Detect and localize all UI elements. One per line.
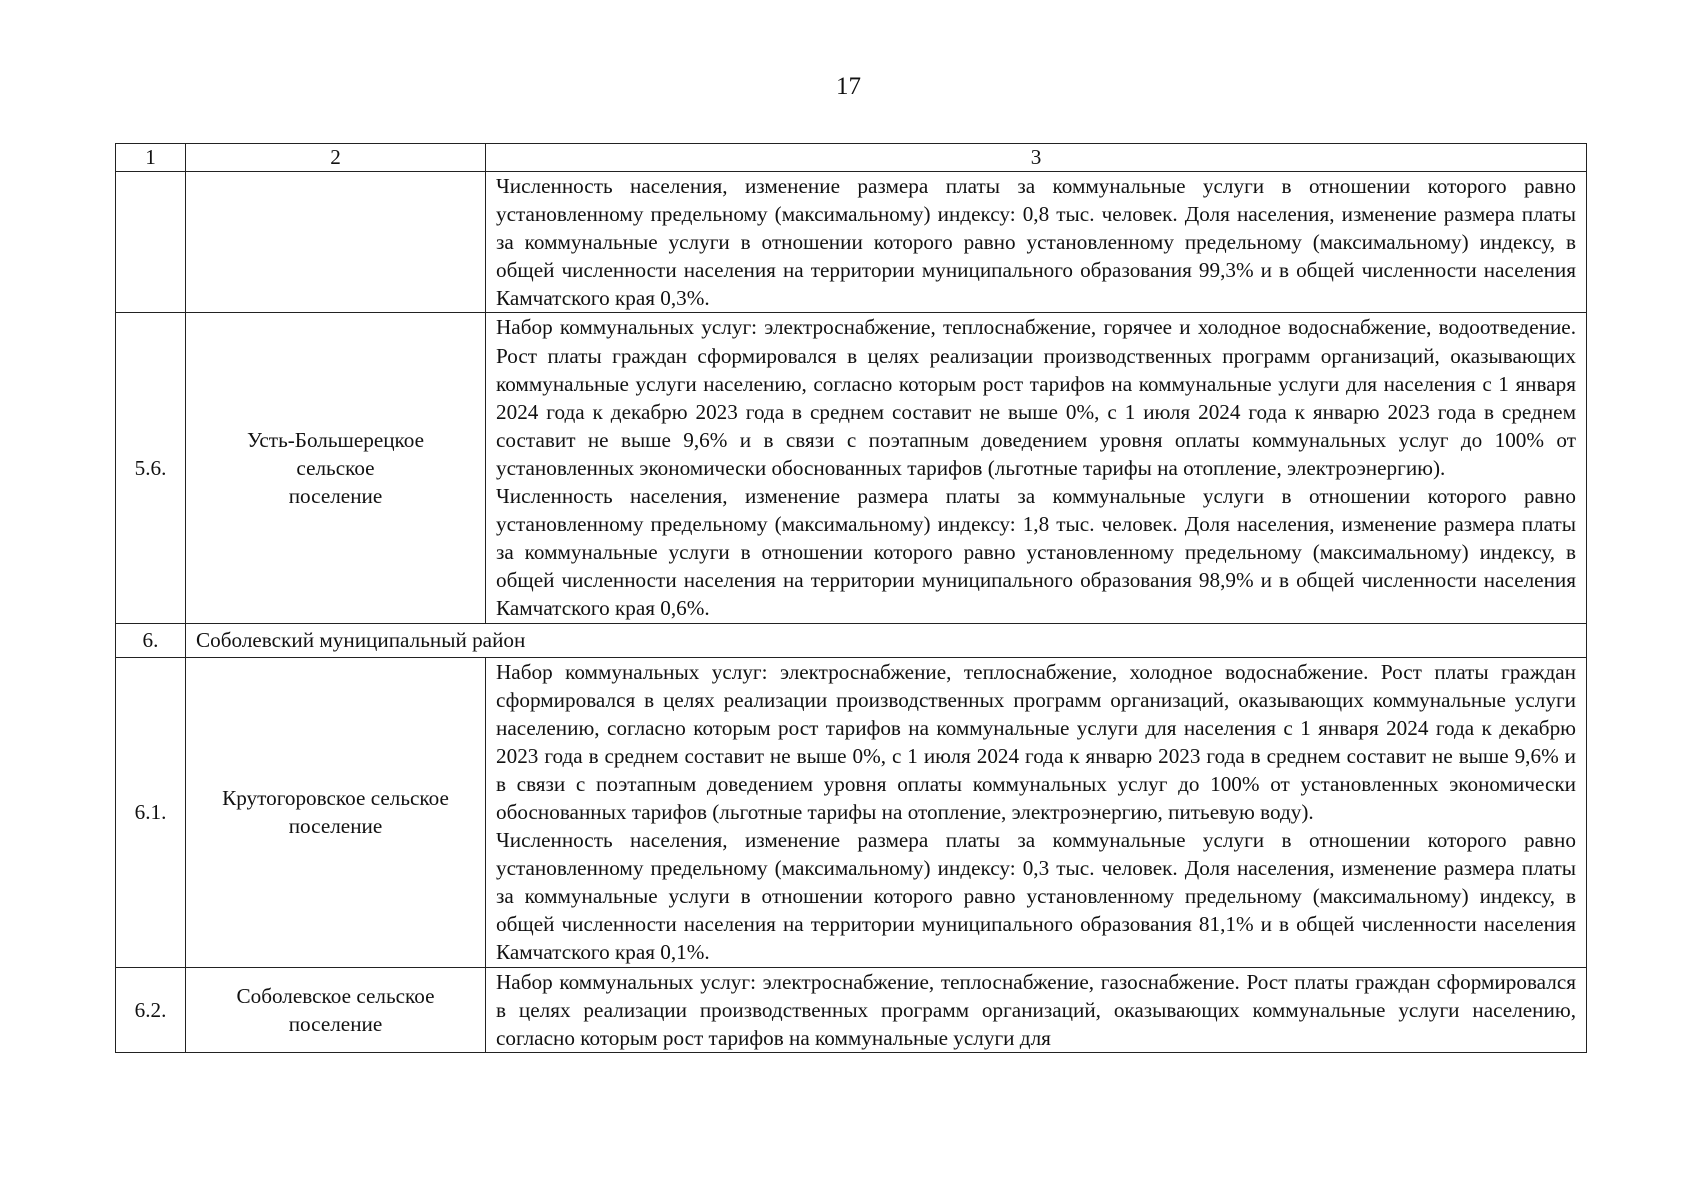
description-paragraph: Набор коммунальных услуг: электроснабжение, теплоснабжение, горячее и холодное водоснабжение, водоотведение. Рост платы граждан сформировался в целях реализации производственных программ организаций, оказывающих коммунальные услуги населению, согласно которым рост тарифов на коммунальные услуги для населения с 1 января 2024 года к декабрю 2023 года в среднем составит не выше 0%, с 1 июля 2024 года к январю 2023 года в среднем составит не выше 9,6% и в связи с поэтапным доведением уровня оплаты коммунальных услуг до 100% от установленных экономически обоснованных тарифов (льготные тарифы на отопление, электроэнергию). [496,315,1576,480]
column-header-name: 2 [186,144,486,172]
table-row [116,313,1587,623]
column-header-description: 3 [486,144,1587,172]
column-header-number: 1 [116,144,186,172]
row-name-cell [186,967,486,1052]
row-number-cell: 5.6. [116,313,186,623]
settlement-name-line: Крутогоровское сельское [222,785,449,810]
row-number-cell: 6. [116,623,186,657]
table-header-row [116,144,1587,172]
description-paragraph: Набор коммунальных услуг: электроснабжение, теплоснабжение, холодное водоснабжение. Рост платы граждан сформировался в целях реализации производственных программ организаций, оказывающих коммунальные услуги населению, согласно которым рост тарифов на коммунальные услуги для населения с 1 января 2024 года к декабрю 2023 года в среднем составит не выше 0%, с 1 июля 2024 года к январю 2023 года в среднем составит не выше 9,6% и в связи с поэтапным доведением уровня оплаты коммунальных услуг до 100% от установленных экономически обоснованных тарифов (льготные тарифы на отопление, электроэнергию, питьевую воду). [496,659,1576,824]
row-description-cell [486,313,1587,623]
row-number-cell [116,172,186,313]
row-name-cell [186,657,486,967]
settlement-name-line: Усть-Большерецкое [246,427,425,452]
district-name-cell: Соболевский муниципальный район [186,623,1587,657]
table-row [116,657,1587,967]
row-name-cell [186,313,486,623]
description-paragraph: Численность населения, изменение размера платы за коммунальные услуги в отношении которого равно установленному предельному (максимальному) индексу: 0,8 тыс. человек. Доля населения, изменение размера платы за коммунальные услуги в отношении которого равно установленному предельному (максимальному) индексу, в общей численности населения на территории муниципального образования 99,3% и в общей численности населения Камчатского края 0,3%. [496,174,1576,311]
table-row [116,967,1587,1052]
row-number-cell: 6.1. [116,657,186,967]
settlement-name-line: сельское [296,455,375,480]
row-description-cell [486,657,1587,967]
description-paragraph: Численность населения, изменение размера платы за коммунальные услуги в отношении которого равно установленному предельному (максимальному) индексу: 1,8 тыс. человек. Доля населения, изменение размера платы за коммунальные услуги в отношении которого равно установленному предельному (максимальному) индексу, в общей численности населения на территории муниципального образования 98,9% и в общей численности населения Камчатского края 0,6%. [496,484,1576,621]
row-description-cell [486,967,1587,1052]
settlement-name-line: Соболевское сельское [236,983,435,1008]
row-name-cell [186,172,486,313]
description-paragraph: Численность населения, изменение размера платы за коммунальные услуги в отношении которого равно установленному предельному (максимальному) индексу: 0,3 тыс. человек. Доля населения, изменение размера платы за коммунальные услуги в отношении которого равно установленному предельному (максимальному) индексу, в общей численности населения на территории муниципального образования 81,1% и в общей численности населения Камчатского края 0,1%. [496,828,1576,965]
page-number: 17 [836,73,861,100]
description-paragraph: Набор коммунальных услуг: электроснабжение, теплоснабжение, газоснабжение. Рост платы граждан сформировался в целях реализации производственных программ организаций, оказывающих коммунальные услуги населению, согласно которым рост тарифов на коммунальные услуги для [496,969,1576,1050]
settlement-name-line: поселение [288,484,383,509]
row-number-cell: 6.2. [116,967,186,1052]
settlement-name-line: поселение [288,814,383,839]
row-description-cell [486,172,1587,313]
tariff-table [115,143,1587,1053]
table-row [116,172,1587,313]
district-row [116,623,1587,657]
settlement-name-line: поселение [288,1011,383,1036]
